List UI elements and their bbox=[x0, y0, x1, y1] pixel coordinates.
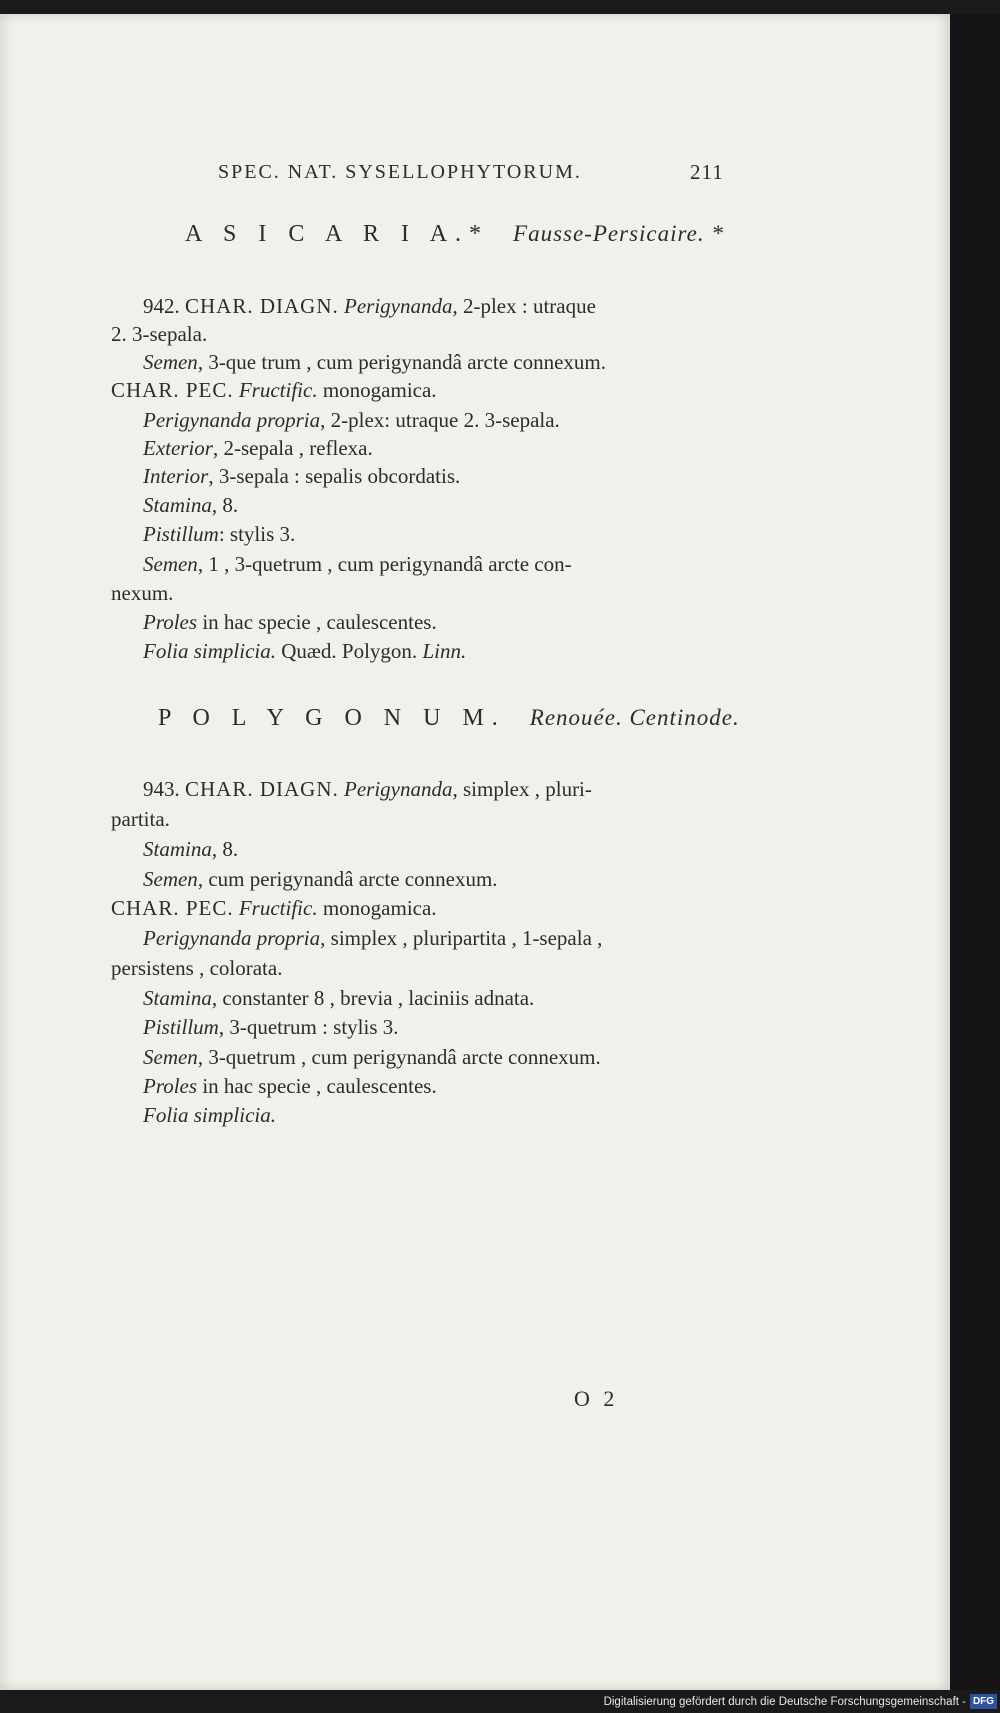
term: Folia simplicia. bbox=[143, 1103, 276, 1127]
char-label: CHAR. DIAGN. bbox=[185, 294, 339, 318]
genus-name: P O L Y G O N U M. bbox=[158, 705, 506, 731]
term: Proles bbox=[143, 610, 198, 634]
term: Semen bbox=[143, 350, 198, 374]
entry-942-line-9 bbox=[143, 524, 295, 545]
text: , constanter 8 , brevia , laciniis adnata. bbox=[211, 986, 535, 1010]
entry-942-line-3 bbox=[143, 352, 606, 373]
char-label: CHAR. PEC. bbox=[111, 378, 234, 402]
entry-942-line-1 bbox=[143, 296, 596, 317]
running-title: SPEC. NAT. SYSELLOPHYTORUM. bbox=[218, 161, 582, 183]
signature-mark: O 2 bbox=[574, 1386, 619, 1411]
term: Exterior bbox=[143, 436, 213, 460]
term: Proles bbox=[143, 1074, 198, 1098]
term: Perigynanda bbox=[344, 294, 453, 318]
entry-942-line-7 bbox=[143, 466, 460, 487]
text: , 3-que trum , cum perigynandâ arcte connexum. bbox=[197, 350, 606, 374]
term: Stamina bbox=[143, 837, 212, 861]
term: Perigynanda propria bbox=[143, 926, 321, 950]
text: persistens , colorata. bbox=[111, 956, 283, 980]
entry-943-line-7 bbox=[111, 958, 282, 979]
text: nexum. bbox=[111, 581, 174, 605]
entry-942-line-6 bbox=[143, 438, 373, 459]
credit-text: Digitalisierung gefördert durch die Deutsche Forschungsgemeinschaft - bbox=[603, 1696, 966, 1708]
genus-vernacular: Fausse-Persicaire. * bbox=[513, 221, 724, 246]
text: , 2-plex : utraque bbox=[452, 294, 596, 318]
text: , 2-sepala , reflexa. bbox=[212, 436, 373, 460]
text: , 3-quetrum , cum perigynandâ arcte connexum. bbox=[197, 1045, 601, 1069]
term: Fructific. bbox=[238, 896, 318, 920]
dfg-logo: DFG bbox=[970, 1694, 997, 1709]
entry-943-line-8 bbox=[143, 988, 534, 1009]
term: Perigynanda propria bbox=[143, 408, 321, 432]
text: 2. 3-sepala. bbox=[111, 322, 208, 346]
term: Pistillum bbox=[143, 1015, 219, 1039]
entry-943-line-6 bbox=[143, 928, 602, 949]
genus-name: A S I C A R I A.* bbox=[185, 221, 490, 247]
entry-943-line-10 bbox=[143, 1047, 601, 1068]
char-label: CHAR. PEC. bbox=[111, 896, 234, 920]
text: , 8. bbox=[211, 493, 239, 517]
term: Stamina bbox=[143, 986, 212, 1010]
entry-942-line-10 bbox=[143, 554, 572, 575]
text: , cum perigynandâ arcte connexum. bbox=[197, 867, 498, 891]
entry-943-line-9 bbox=[143, 1017, 399, 1038]
term: Semen bbox=[143, 1045, 198, 1069]
text: , 3-sepala : sepalis obcordatis. bbox=[208, 464, 461, 488]
entry-942-line-2 bbox=[111, 324, 207, 345]
term: Interior bbox=[143, 464, 209, 488]
char-label: CHAR. DIAGN. bbox=[185, 777, 339, 801]
entry-943-line-4 bbox=[143, 869, 498, 890]
book-spine-shadow bbox=[950, 14, 1000, 1690]
genus-vernacular: Renouée. Centinode. bbox=[529, 705, 740, 730]
text: , 2-plex: utraque 2. 3-sepala. bbox=[320, 408, 560, 432]
entry-number: 943. bbox=[143, 777, 180, 801]
term: Stamina bbox=[143, 493, 212, 517]
term: Perigynanda bbox=[344, 777, 453, 801]
entry-942-line-5 bbox=[143, 410, 560, 431]
entry-942-line-4 bbox=[111, 380, 437, 401]
entry-942-line-13 bbox=[143, 641, 466, 662]
text: partita. bbox=[111, 807, 170, 831]
text: in hac specie , caulescentes. bbox=[197, 610, 437, 634]
term: Fructific. bbox=[238, 378, 318, 402]
entry-943-line-1 bbox=[143, 779, 592, 800]
term: Semen bbox=[143, 552, 198, 576]
text: , simplex , pluri- bbox=[452, 777, 592, 801]
text: , 1 , 3-quetrum , cum perigynandâ arcte con- bbox=[197, 552, 572, 576]
term: Folia simplicia. bbox=[143, 639, 276, 663]
text: , 8. bbox=[211, 837, 239, 861]
entry-943-line-12 bbox=[143, 1105, 276, 1126]
text: : stylis 3. bbox=[218, 522, 296, 546]
term-author: Linn. bbox=[422, 639, 467, 663]
text: in hac specie , caulescentes. bbox=[197, 1074, 437, 1098]
text: , simplex , pluripartita , 1-sepala , bbox=[320, 926, 603, 950]
text: Quæd. Polygon. bbox=[276, 639, 423, 663]
term: Pistillum bbox=[143, 522, 219, 546]
entry-number: 942. bbox=[143, 294, 180, 318]
entry-943-line-11 bbox=[143, 1076, 437, 1097]
entry-942-line-11 bbox=[111, 583, 173, 604]
text: , 3-quetrum : stylis 3. bbox=[218, 1015, 399, 1039]
page-number: 211 bbox=[690, 160, 724, 184]
text: monogamica. bbox=[317, 378, 437, 402]
book-page bbox=[0, 14, 950, 1690]
entry-942-line-12 bbox=[143, 612, 437, 633]
genus-heading-asicaria bbox=[185, 222, 724, 246]
entry-943-line-3 bbox=[143, 839, 238, 860]
entry-943-line-2 bbox=[111, 809, 170, 830]
genus-heading-polygonum bbox=[158, 706, 740, 730]
entry-942-line-8 bbox=[143, 495, 238, 516]
text: monogamica. bbox=[317, 896, 437, 920]
term: Semen bbox=[143, 867, 198, 891]
digitization-credit-bar bbox=[0, 1691, 1000, 1713]
entry-943-line-5 bbox=[111, 898, 437, 919]
